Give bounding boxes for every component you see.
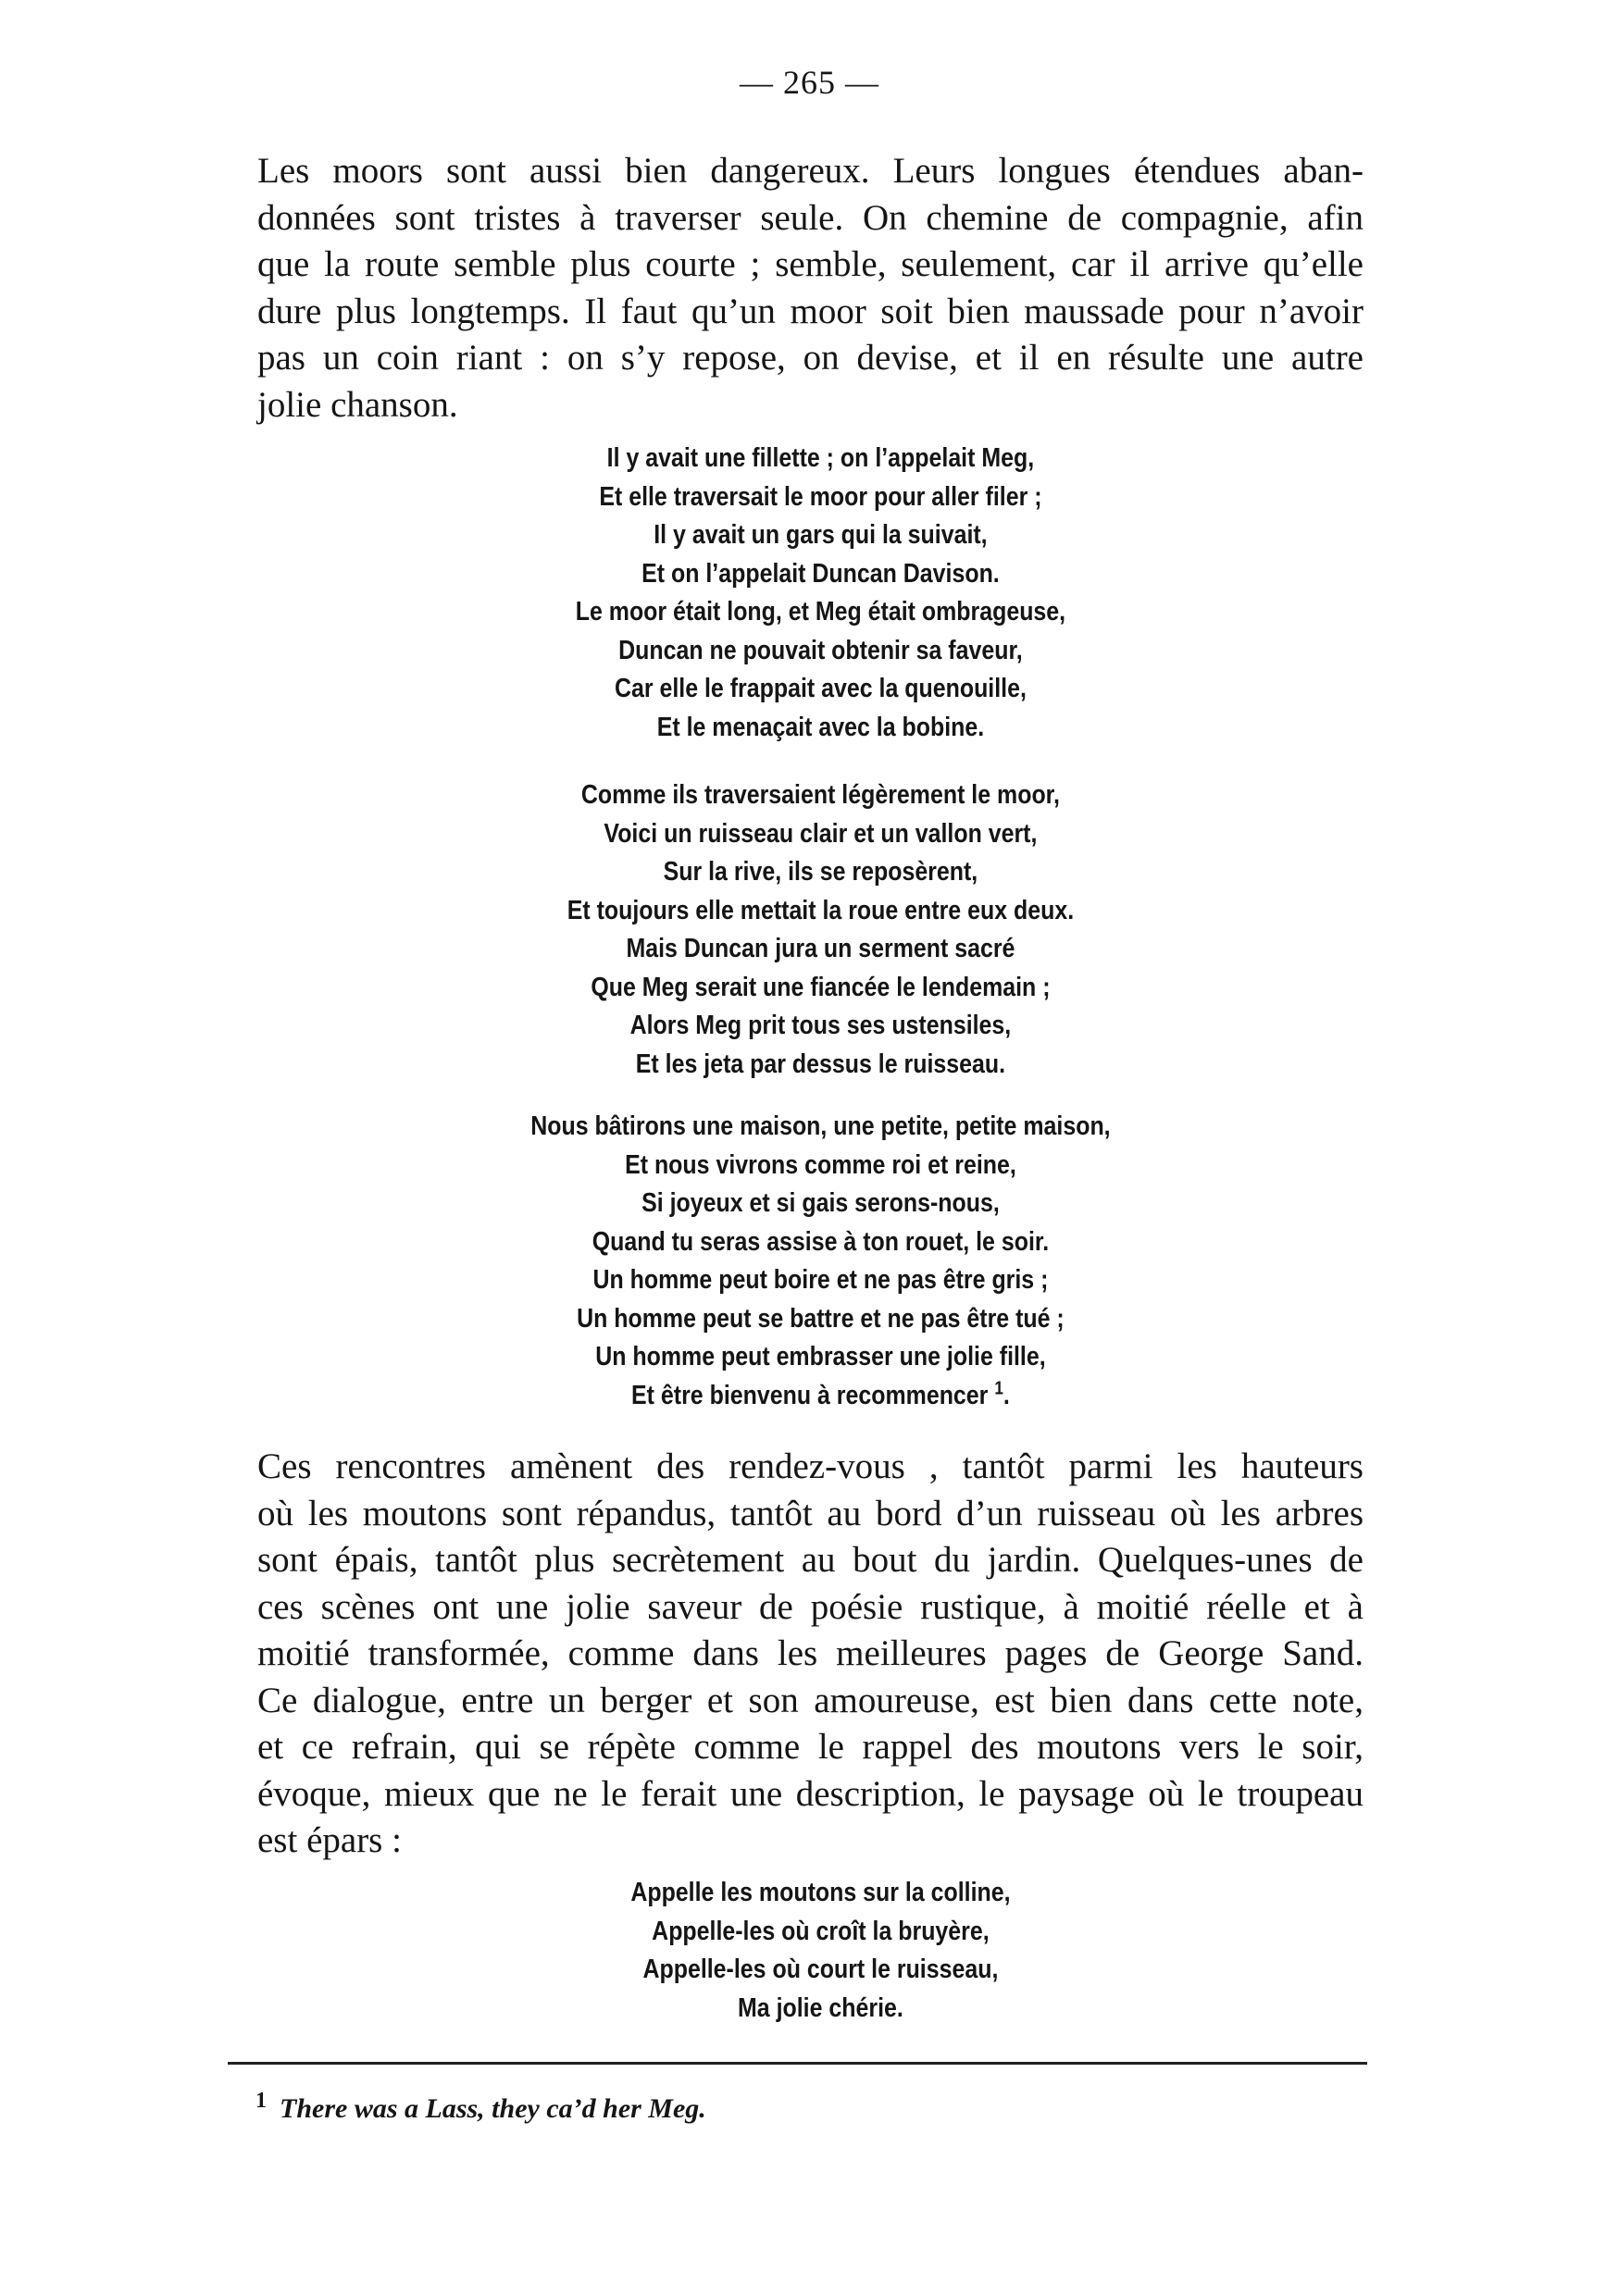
refrain-stanza — [124, 1874, 1516, 2028]
text-line: données sont tristes à traverser seule. On chemine de compagnie, afin — [257, 197, 1364, 238]
verse-line: Voici un ruisseau clair et un vallon vert, — [604, 818, 1038, 849]
text-line: Ce dialogue, entre un berger et son amoureuse, est bien dans cette note, — [257, 1680, 1364, 1720]
verse-line: Le moor était long, et Meg était ombrageuse, — [575, 597, 1066, 627]
text-line: jolie chanson. — [257, 384, 458, 425]
text-line: que la route semble plus courte ; semble, seulement, car il arrive qu’elle — [257, 244, 1364, 284]
song-stanza-1 — [124, 440, 1516, 747]
verse-line: Comme ils traversaient légèrement le moor, — [580, 780, 1060, 810]
verse-line: Quand tu seras assise à ton rouet, le soir. — [592, 1226, 1050, 1257]
footnote-mark: 1 — [255, 2089, 267, 2113]
text-line: évoque, mieux que ne le ferait une description, le paysage où le troupeau — [257, 1773, 1364, 1814]
song-stanza-3 — [124, 1108, 1516, 1415]
verse-line: Et toujours elle mettait la roue entre eux deux. — [567, 895, 1075, 925]
verse-line: Un homme peut se battre et ne pas être tué ; — [577, 1303, 1065, 1334]
footnote-reference[interactable]: 1 — [994, 1377, 1003, 1398]
text-line: sont épais, tantôt plus secrètement au bout du jardin. Quelques-unes de — [257, 1540, 1364, 1580]
verse-line: Et nous vivrons comme roi et reine, — [625, 1149, 1016, 1180]
verse-line: Alors Meg prit tous ses ustensiles, — [629, 1011, 1012, 1040]
verse-line: Appelle les moutons sur la colline, — [630, 1878, 1011, 1907]
text-line: Ces rencontres amènent des rendez-vous , tantôt parmi les hauteurs — [257, 1446, 1364, 1486]
paragraph-rendezvous — [257, 1444, 1364, 1865]
verse-line: Si joyeux et si gais serons-nous, — [641, 1188, 1000, 1218]
footnote-divider — [228, 2062, 1367, 2065]
text-line: Les moors sont aussi bien dangereux. Leurs longues étendues aban- — [257, 151, 1364, 191]
verse-line: Mais Duncan jura un serment sacré — [626, 934, 1015, 963]
verse-line: Et on l’appelait Duncan Davison. — [641, 558, 1000, 589]
verse-line: Et être bienvenu à recommencer — [631, 1380, 989, 1410]
footnote — [255, 2089, 706, 2125]
verse-line: Il y avait un gars qui la suivait, — [654, 520, 988, 550]
verse-line: Appelle-les où croît la bruyère, — [652, 1916, 990, 1946]
verse-line: Et le menaçait avec la bobine. — [656, 712, 985, 742]
text-line: dure plus longtemps. Il faut qu’un moor soit bien maussade pour n’avoir — [257, 291, 1364, 331]
text-line: ces scènes ont une jolie saveur de poésie rustique, à moitié réelle et à — [257, 1586, 1364, 1627]
verse-line: Que Meg serait une fiancée le lendemain ; — [591, 972, 1051, 1002]
verse-line: Car elle le frappait avec la quenouille, — [614, 674, 1027, 703]
text-line: pas un coin riant : on s’y repose, on devise, et il en résulte une autre — [257, 338, 1364, 378]
verse-line: Appelle-les où court le ruisseau, — [642, 1955, 999, 1984]
verse-line: Un homme peut boire et ne pas être gris ; — [592, 1265, 1049, 1295]
verse-line: Ma jolie chérie. — [738, 1992, 903, 2023]
verse-line: Un homme peut embrasser une jolie fille, — [595, 1342, 1046, 1371]
text-line: est épars : — [257, 1820, 402, 1860]
verse-line-with-footnote: Et être bienvenu à recommencer $^1$. — [631, 1377, 1010, 1410]
text-line: et ce refrain, qui se répète comme le rappel des moutons vers le soir, — [257, 1727, 1364, 1767]
verse-line: Et les jeta par dessus le ruisseau. — [635, 1049, 1006, 1079]
text-line: moitié transformée, comme dans les meilleures pages de George Sand. — [257, 1633, 1364, 1673]
verse-line: Et elle traversait le moor pour aller filer ; — [599, 481, 1042, 512]
paragraph-moors — [257, 148, 1364, 428]
verse-line: Il y avait une fillette ; on l’appelait Meg, — [606, 443, 1035, 473]
text-line: où les moutons sont répandus, tantôt au bord d’un ruisseau où les arbres — [257, 1493, 1364, 1533]
page-number: — 265 — — [740, 64, 879, 101]
verse-line: Duncan ne pouvait obtenir sa faveur, — [618, 635, 1023, 665]
footnote-text: There was a Lass, they ca’d her Meg. — [280, 2093, 706, 2124]
song-stanza-2 — [124, 776, 1516, 1084]
verse-line: Nous bâtirons une maison, une petite, petite maison, — [530, 1111, 1111, 1141]
verse-line: Sur la rive, ils se reposèrent, — [663, 857, 978, 887]
